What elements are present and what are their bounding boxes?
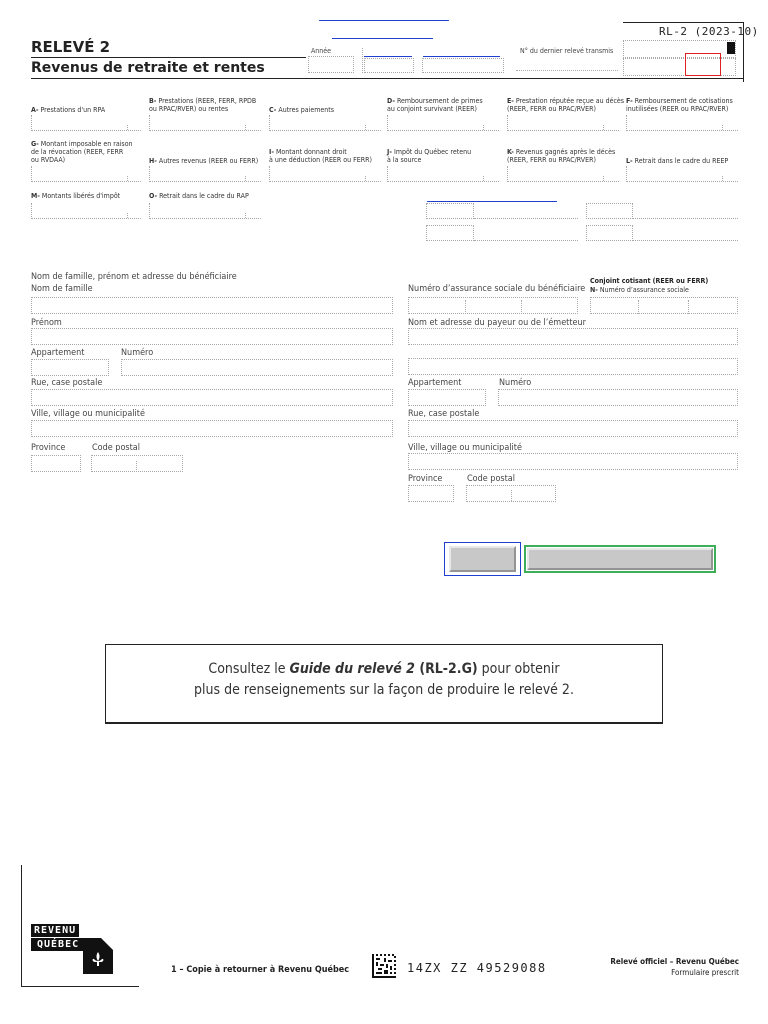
prenom-field[interactable] [31, 328, 393, 345]
page-title: RELEVÉ 2 [31, 38, 111, 56]
conjoint-title: Conjoint cotisant (REER ou FERR) [590, 277, 709, 285]
box-C-label: C- Autres paiements [269, 106, 334, 114]
title-rule [31, 57, 306, 58]
nas-sep-2 [521, 300, 522, 314]
code-postal-label: Code postal [92, 443, 141, 453]
notice-line-1: Consultez le Guide du relevé 2 (RL-2.G) pour obtenir [208, 661, 560, 677]
blue-line-top [319, 20, 449, 21]
prescribed-label: Formulaire prescrit [671, 968, 739, 977]
logo-line-1: REVENU [31, 924, 79, 937]
province-field[interactable] [31, 455, 81, 472]
extra-amount-field-2[interactable] [633, 218, 738, 219]
annee-blue-underline [364, 56, 412, 57]
ville-field[interactable] [31, 420, 393, 437]
code-postal-field[interactable] [91, 455, 183, 472]
box-K-amount[interactable] [507, 166, 619, 182]
ville-label: Ville, village ou municipalité [31, 409, 145, 419]
payeur-appartement-field[interactable] [408, 389, 486, 406]
prenom-label: Prénom [31, 318, 62, 328]
code-postal-sep [136, 461, 137, 472]
dernier-releve-field[interactable] [516, 70, 618, 71]
payeur-code-postal-sep [511, 490, 512, 501]
box-F-amount[interactable] [626, 115, 738, 131]
logo-line-2: QUÉBEC [31, 938, 85, 951]
footer-left-rule [21, 865, 22, 987]
appartement-field[interactable] [31, 359, 109, 376]
action-button-1[interactable] [449, 546, 516, 572]
nas-sep-1 [465, 300, 466, 314]
annee-label: Année [311, 47, 332, 55]
extra-code-field-2[interactable] [586, 203, 633, 219]
extra-code-field-4[interactable] [586, 225, 633, 241]
notice-line-2: plus de renseignements sur la façon de produire le relevé 2. [194, 682, 574, 698]
payeur-numero-field[interactable] [498, 389, 738, 406]
payeur-province-field[interactable] [408, 485, 454, 502]
annee-sep [362, 48, 363, 73]
datamatrix-barcode-icon [372, 954, 396, 978]
annee-field[interactable] [308, 56, 354, 73]
copy-label: 1 – Copie à retourner à Revenu Québec [171, 965, 350, 975]
conjoint-sep-2 [688, 300, 689, 314]
box-F-label: F- Remboursement de cotisations inutilisées (REER ou RPAC/RVER) [626, 97, 733, 113]
province-label: Province [31, 443, 66, 453]
dernier-releve-label: N° du dernier relevé transmis [520, 47, 614, 55]
payeur-province-label: Province [408, 474, 443, 484]
payeur-label: Nom et adresse du payeur ou de l’émetteur [408, 318, 586, 328]
revenu-quebec-logo [31, 924, 101, 976]
payeur-ville-field[interactable] [408, 453, 738, 470]
box-D-label: D- Remboursement de primes au conjoint survivant (REER) [387, 97, 483, 113]
blue-line-top-2 [332, 38, 433, 39]
box-L-amount[interactable] [626, 166, 738, 182]
box-O-label: O- Retrait dans le cadre du RAP [149, 192, 249, 200]
extra-amount-field-3[interactable] [474, 240, 578, 241]
appartement-label: Appartement [31, 348, 85, 358]
payeur-ville-label: Ville, village ou municipalité [408, 443, 522, 453]
box-M-amount[interactable] [31, 203, 141, 219]
fleur-de-lis-icon [83, 938, 113, 974]
extra-code-field-1[interactable] [426, 203, 474, 219]
conjoint-nas-field[interactable] [590, 297, 738, 314]
box-M-label: M- Montants libérés d'impôt [31, 192, 121, 200]
extra-code-field-3[interactable] [426, 225, 474, 241]
box-A-amount[interactable] [31, 115, 141, 131]
box-G-amount[interactable] [31, 166, 141, 182]
page-subtitle: Revenus de retraite et rentes [31, 60, 265, 76]
nas-label: Numéro d’assurance sociale du bénéficiaire [408, 284, 586, 294]
payeur-numero-label: Numéro [499, 378, 532, 388]
payeur-rue-label: Rue, case postale [408, 409, 480, 419]
conjoint-sep-1 [638, 300, 639, 314]
guide-title: Guide du relevé 2 [289, 661, 415, 677]
box-D-amount[interactable] [387, 115, 499, 131]
box-A-label: A- Prestations d'un RPA [31, 106, 106, 114]
box-C-amount[interactable] [269, 115, 381, 131]
footer-bottom-rule [21, 986, 139, 987]
nom-label: Nom de famille [31, 284, 93, 294]
payeur-name-field[interactable] [408, 328, 738, 345]
box-I-amount[interactable] [269, 166, 381, 182]
code-field[interactable] [422, 58, 504, 73]
box-H-amount[interactable] [149, 166, 261, 182]
beneficiary-section-label: Nom de famille, prénom et adresse du bénéficiaire [31, 272, 237, 282]
payeur-name-field-2[interactable] [408, 358, 738, 375]
annee-field-2[interactable] [364, 58, 414, 73]
payeur-rue-field[interactable] [408, 420, 738, 437]
official-label: Relevé officiel – Revenu Québec [610, 957, 739, 966]
box-E-amount[interactable] [507, 115, 619, 131]
box-J-label: J- Impôt du Québec retenu à la source [387, 148, 472, 164]
rue-label: Rue, case postale [31, 378, 103, 388]
box-J-amount[interactable] [387, 166, 499, 182]
red-highlight-box[interactable] [685, 53, 721, 76]
box-L-label: L- Retrait dans le cadre du REEP [626, 157, 729, 165]
nas-field[interactable] [408, 297, 578, 314]
payeur-code-postal-label: Code postal [467, 474, 516, 484]
box-I-label: I- Montant donnant droit à une déduction (REER ou FERR) [269, 148, 372, 164]
box-B-label: B- Prestations (REER, FERR, RPDB ou RPAC/RVER) ou rentes [149, 97, 257, 113]
action-button-2[interactable] [527, 548, 713, 570]
rue-field[interactable] [31, 389, 393, 406]
box-H-label: H- Autres revenus (REER ou FERR) [149, 157, 259, 165]
notice-box [105, 644, 663, 724]
numero-field[interactable] [121, 359, 393, 376]
extra-amount-field-1[interactable] [474, 218, 578, 219]
conjoint-label: N- Numéro d’assurance sociale [590, 286, 689, 294]
payeur-appartement-label: Appartement [408, 378, 462, 388]
barcode-text: 14ZX ZZ 49529088 [407, 961, 547, 975]
numero-label: Numéro [121, 348, 154, 358]
black-marker [727, 42, 735, 54]
form-code: RL-2 (2023-10) [659, 25, 759, 38]
box-K-label: K- Revenus gagnés après le décès (REER, FERR ou RPAC/RVER) [507, 148, 616, 164]
code-blue-underline [423, 56, 500, 57]
box-O-amount[interactable] [149, 203, 261, 219]
box-B-amount[interactable] [149, 115, 261, 131]
extra-amount-field-4[interactable] [633, 240, 738, 241]
extra-box-blue-line [427, 201, 557, 202]
box-E-label: E- Prestation réputée reçue au décès (REER, FERR ou RPAC/RVER) [507, 97, 625, 113]
box-G-label: G- Montant imposable en raison de la révocation (REER, FERR ou RVDAA) [31, 140, 133, 164]
nom-field[interactable] [31, 297, 393, 314]
